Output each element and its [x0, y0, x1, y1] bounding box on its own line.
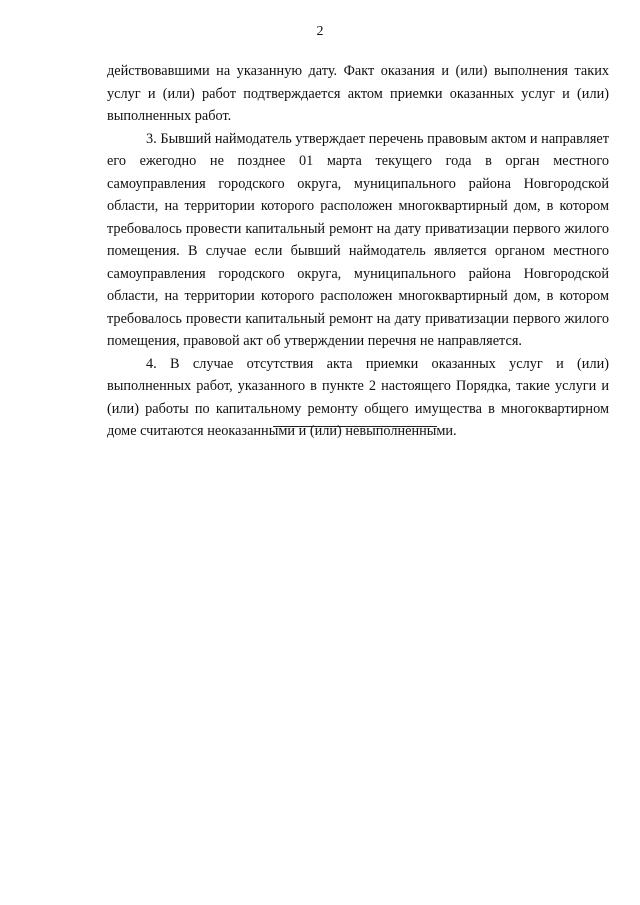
document-body [107, 60, 609, 443]
paragraph-3: 3. Бывший наймодатель утверждает перечень правовым актом и направляет его ежегодно не позднее 01 марта текущего года в орган местного самоуправления городского округа, муниципального района Новгородской области, на территории которого расположен многоквартирный дом, в котором требовалось провести капитальный ремонт на дату приватизации первого жилого помещения. В случае если бывший наймодатель является органом местного самоуправления городского округа, муниципального района Новгородской области, на территории которого расположен многоквартирный дом, в котором требовалось провести капитальный ремонт на дату приватизации первого жилого помещения, правовой акт об утверждении перечня не направляется. [107, 130, 609, 349]
paragraph-4: 4. В случае отсутствия акта приемки оказанных услуг и (или) выполненных работ, указанного в пункте 2 настоящего Порядка, такие услуги и (или) работы по капитальному ремонту общего имущества в многоквартирном доме считаются неоказанными и (или) невыполненными. [107, 355, 609, 439]
page-number: 2 [316, 24, 324, 39]
paragraph-continuation: действовавшими на указанную дату. Факт оказания и (или) выполнения таких услуг и (или) работ подтверждается актом приемки оказанных услуг и (или) выполненных работ. [107, 63, 609, 124]
end-of-text-rule [273, 426, 437, 427]
